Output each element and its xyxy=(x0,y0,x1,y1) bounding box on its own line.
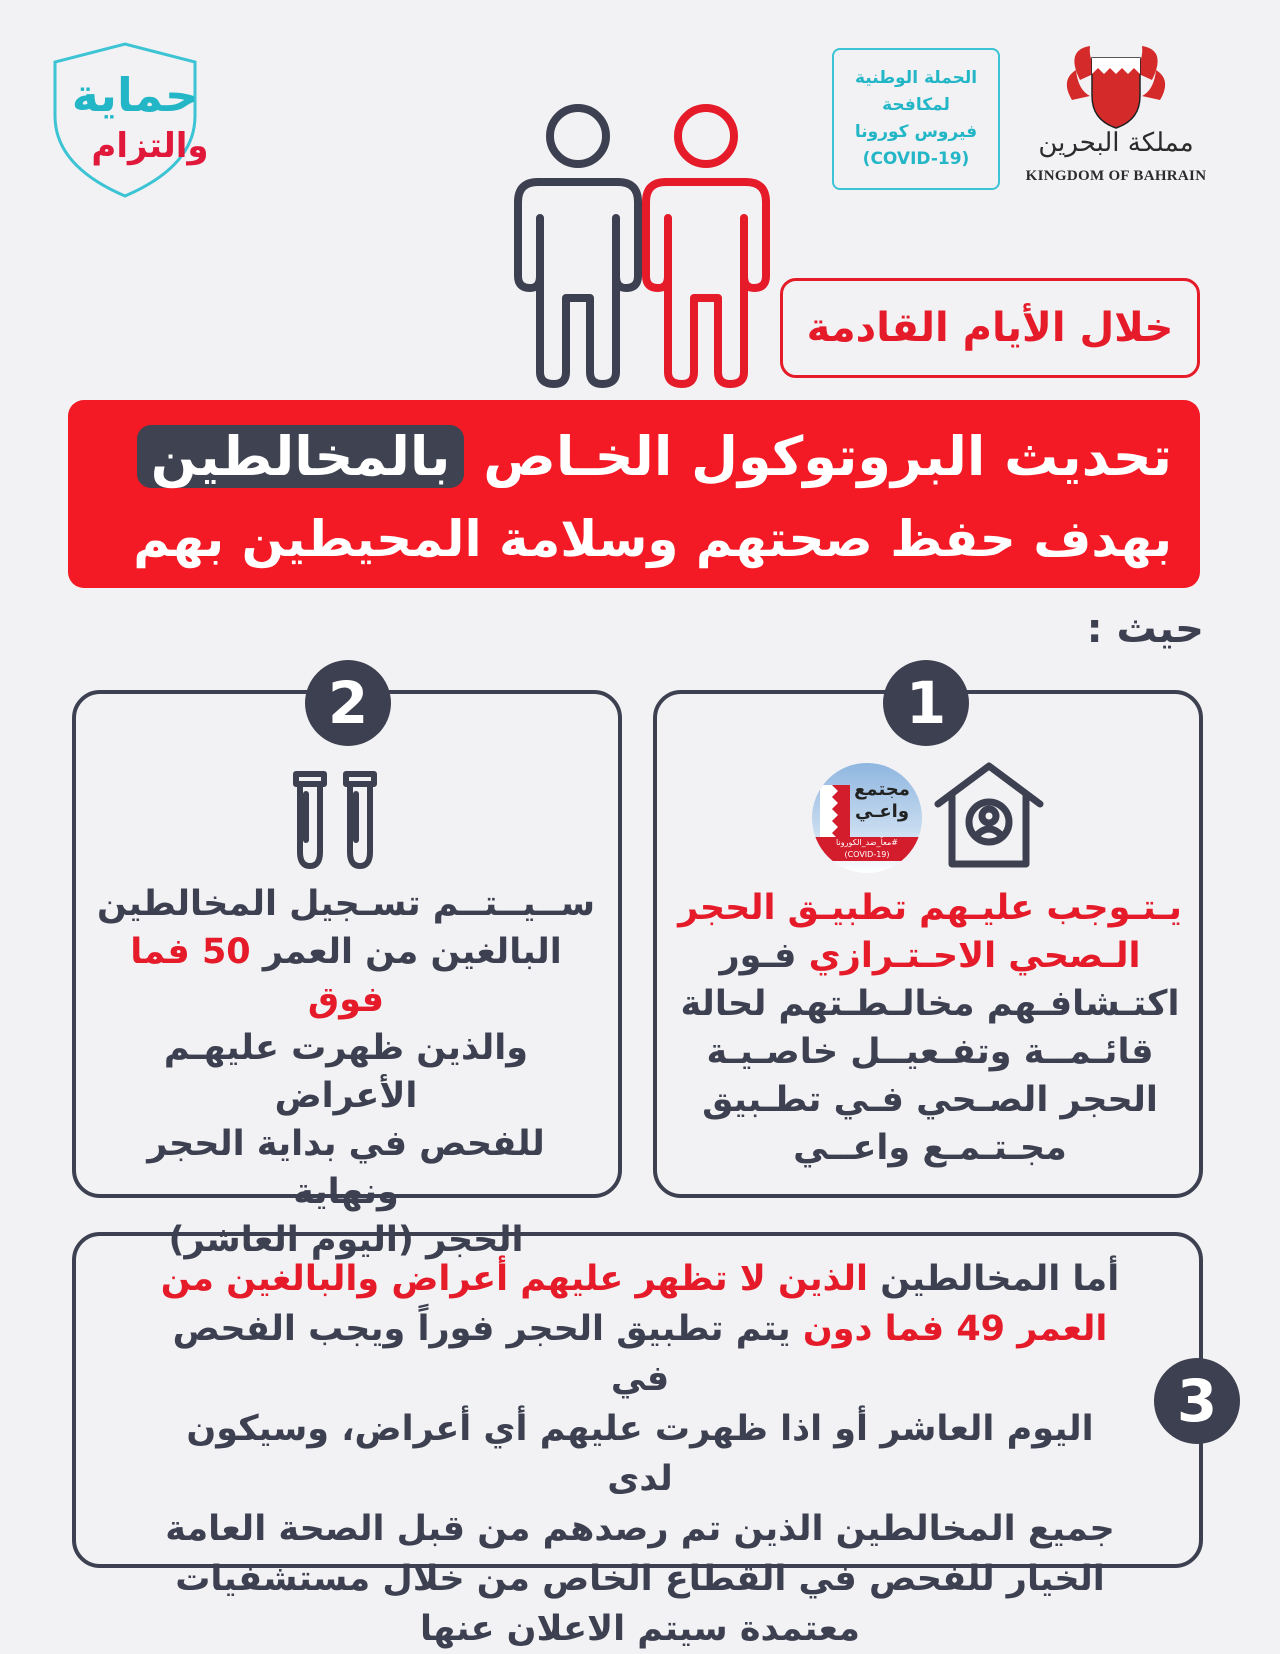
point-number-2: 2 xyxy=(305,660,391,746)
point-2-line: للفحص في بداية الحجر ونهاية xyxy=(147,1124,545,1212)
logo-word-commitment: والتزام xyxy=(91,126,209,166)
headline-line1 xyxy=(137,422,1172,492)
point-3-line: اليوم العاشر أو اذا ظهرت عليهم أي أعراض، وسيكون لدى xyxy=(186,1409,1094,1499)
person-red-icon xyxy=(646,108,766,384)
point-1-line: الحجر الصـحي فـي تطـبيق xyxy=(702,1080,1158,1120)
kingdom-logo xyxy=(1010,40,1222,190)
badge-title xyxy=(842,779,922,823)
point-1-line: مجـتـمـع واعــي xyxy=(793,1128,1067,1168)
badge-strip xyxy=(812,837,922,861)
where-label: حيث : xyxy=(1086,606,1204,652)
test-tubes-icon xyxy=(290,770,380,870)
point-1-line: قائـمــة وتفـعيــل خاصـيـة xyxy=(706,1032,1154,1072)
point-1-line xyxy=(675,932,1185,980)
point-3-line xyxy=(150,1254,1130,1304)
point-3-text-span: يتم تطبيق الحجر فوراً ويجب الفحص في xyxy=(172,1309,803,1399)
badge-hashtag: #معاً_ضد_الكورونا xyxy=(836,838,898,847)
campaign-line: الحملة الوطنية xyxy=(854,68,978,88)
point-number-1: 1 xyxy=(883,660,969,746)
headline-line2: بهدف حفظ صحتهم وسلامة المحيطين بهم xyxy=(133,510,1172,568)
campaign-line: لمكافحة xyxy=(882,95,950,115)
point-3-line: معتمدة سيتم الاعلان عنها xyxy=(420,1609,860,1649)
badge-code: (COVID-19) xyxy=(844,850,890,859)
logo-word-protection: حماية xyxy=(71,68,199,122)
point-3-red-text: الذين لا تظهر عليهم أعراض والبالغين من xyxy=(160,1259,869,1299)
coming-days-label: خلال الأيام القادمة xyxy=(780,278,1200,378)
point-3-line xyxy=(150,1304,1130,1404)
point-2-line: والذين ظهرت عليهـم الأعراض xyxy=(163,1028,529,1116)
badge-line: مجتمع xyxy=(854,779,910,800)
aware-community-badge xyxy=(812,763,922,873)
headline-text: تحديث البروتوكول الخـاص xyxy=(464,425,1172,488)
point-1-red-text: الـصحي الاحـتـرازي xyxy=(808,936,1141,976)
people-illustration xyxy=(510,102,780,392)
coat-of-arms-icon xyxy=(1010,40,1222,132)
himaya-logo xyxy=(30,36,220,206)
person-dark-icon xyxy=(518,108,638,384)
headline-banner xyxy=(68,400,1200,588)
campaign-box xyxy=(832,48,1000,190)
point-3-line: جميع المخالطين الذين تم رصدهم من قبل الصحة العامة xyxy=(165,1509,1115,1549)
point-2-text-span: البالغين من العمر xyxy=(250,932,562,972)
point-3-red-text: العمر 49 فما دون xyxy=(802,1309,1108,1349)
point-3-text-span: أما المخالطين xyxy=(868,1259,1120,1299)
point-3-text xyxy=(150,1254,1130,1654)
badge-line: واعـي xyxy=(854,801,910,822)
point-1-line: اكتـشافـهم مخالـطـتهم لحالة xyxy=(680,984,1180,1024)
point-1-text xyxy=(675,884,1185,1172)
point-2-text xyxy=(90,880,602,1264)
point-2-red-text: 50 فما فوق xyxy=(130,932,385,1020)
point-2-line: ســيــتــم تسـجيل المخالطين xyxy=(96,884,596,924)
campaign-line: فيروس كورونا xyxy=(854,122,978,142)
point-2-line: الحجر (اليوم العاشر) xyxy=(168,1220,524,1260)
campaign-line: (COVID-19) xyxy=(862,149,970,169)
point-1-line: يـتـوجب عليـهم تطبيـق الحجر xyxy=(678,888,1182,928)
home-quarantine-icon xyxy=(932,760,1046,872)
point-number-3: 3 xyxy=(1154,1358,1240,1444)
kingdom-arabic-name: مملكة البحرين xyxy=(1038,128,1194,158)
point-2-line xyxy=(90,928,602,1024)
point-1-text-span: فـور xyxy=(719,936,809,976)
point-3-line: الخيار للفحص في القطاع الخاص من خلال مستشفيات xyxy=(175,1559,1105,1599)
two-persons-icon xyxy=(510,102,780,392)
headline-highlight: بالمخالطين xyxy=(137,425,465,488)
kingdom-english-name: KINGDOM OF BAHRAIN xyxy=(1025,168,1207,184)
